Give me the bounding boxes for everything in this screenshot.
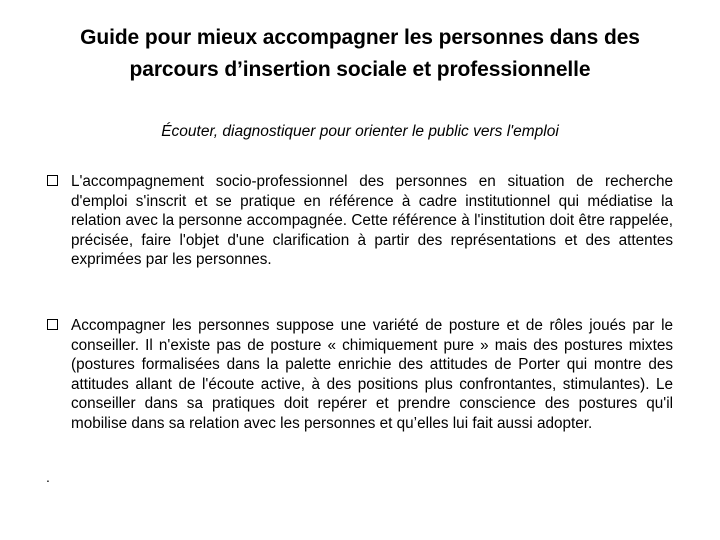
slide-title-line-1: Guide pour mieux accompagner les personnes dans des [80,26,640,49]
hollow-square-bullet-icon [47,319,58,330]
slide-title-line-2: parcours d’insertion sociale et professionnelle [129,58,591,81]
bullet-text-1: L'accompagnement socio-professionnel des personnes en situation de recherche d'emploi s'inscrit et se pratique en référence à cadre institutionnel qui médiatise la relation avec la personne accompagnée. Cette référence à l'institution doit être rappelée, précisée, faire l'objet d'une clarification à partir des représentations et des attentes exprimées par les personnes. [71,173,673,269]
hollow-square-bullet-icon [47,175,58,186]
slide-subtitle: Écouter, diagnostiquer pour orienter le public vers l'emploi [161,123,559,140]
stray-mark: . [46,469,50,485]
bullet-text-2: Accompagner les personnes suppose une variété de posture et de rôles joués par le conseiller. Il n'existe pas de posture « chimiquement pure » mais des postures mixtes (postures formalisées dans la palette enrichie des attitudes de Porter qui montre des attitudes allant de l'écoute active, à des positions plus confrontantes, stimulantes). Le conseiller dans sa pratiques doit repérer et prendre conscience des postures qu'il mobilise dans sa relation avec les personnes et qu’elles lui fait aussi adopter. [71,317,673,432]
slide-title [40,22,680,86]
